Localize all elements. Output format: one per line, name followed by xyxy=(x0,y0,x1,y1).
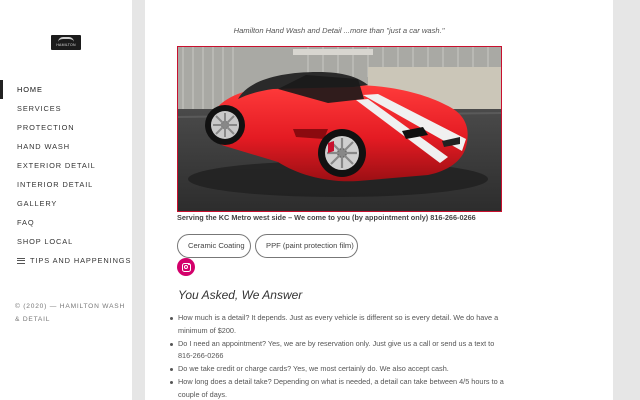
menu-lines-icon xyxy=(17,258,25,264)
nav-item-shop-local[interactable] xyxy=(0,232,132,251)
tagline: Hamilton Hand Wash and Detail ...more than "just a car wash." xyxy=(233,26,445,35)
nav-item-tips-and-happenings[interactable] xyxy=(0,251,132,270)
nav-label: FAQ xyxy=(17,218,35,227)
nav-label: PROTECTION xyxy=(17,123,75,132)
ceramic-coating-button[interactable]: Ceramic Coating xyxy=(177,234,251,258)
nav-label: HOME xyxy=(17,85,43,94)
service-area-note: Serving the KC Metro west side – We come to you (by appointment only) 816-266-0266 xyxy=(177,213,476,222)
nav-label: INTERIOR DETAIL xyxy=(17,180,94,189)
nav-label: SHOP LOCAL xyxy=(17,237,74,246)
nav-label: GALLERY xyxy=(17,199,58,208)
nav-item-home[interactable] xyxy=(0,80,132,99)
logo-text: HAMILTON xyxy=(56,43,76,47)
main-nav xyxy=(0,80,132,270)
nav-item-exterior-detail[interactable] xyxy=(0,156,132,175)
copyright-line-2: & DETAIL xyxy=(15,316,51,323)
copyright xyxy=(15,300,127,326)
nav-label: SERVICES xyxy=(17,104,62,113)
faq-item: Do I need an appointment? Yes, we are by reservation only. Just give us a call or send us a text to 816-266-0266 xyxy=(170,338,505,364)
faq-item: How long does a detail take? Depending on what is needed, a detail can take between 4/5 hours to a couple of days. xyxy=(170,376,505,400)
ppf-button[interactable]: PPF (paint protection film) xyxy=(255,234,358,258)
main-content xyxy=(145,0,613,400)
nav-label: TIPS AND HAPPENINGS xyxy=(30,256,132,265)
nav-item-interior-detail[interactable] xyxy=(0,175,132,194)
copyright-line-1: © (2020) — HAMILTON WASH xyxy=(15,303,126,310)
red-sports-car-photo xyxy=(177,46,502,212)
faq-item: How much is a detail? It depends. Just as every vehicle is different so is every detail. We do have a minimum of $200. xyxy=(170,312,505,338)
car-silhouette-icon xyxy=(58,37,74,42)
faq-list xyxy=(170,312,505,400)
nav-item-faq[interactable] xyxy=(0,213,132,232)
faq-item: Do we take credit or charge cards? Yes, we most certainly do. We also accept cash. xyxy=(170,363,505,376)
nav-item-protection[interactable] xyxy=(0,118,132,137)
nav-label: EXTERIOR DETAIL xyxy=(17,161,96,170)
instagram-icon[interactable] xyxy=(177,258,195,276)
nav-label: HAND WASH xyxy=(17,142,70,151)
nav-item-hand-wash[interactable] xyxy=(0,137,132,156)
faq-heading: You Asked, We Answer xyxy=(178,288,303,302)
site-logo[interactable] xyxy=(51,35,81,50)
car-photo-art xyxy=(178,47,502,212)
instagram-icon-dot xyxy=(188,264,189,265)
nav-item-gallery[interactable] xyxy=(0,194,132,213)
nav-item-services[interactable] xyxy=(0,99,132,118)
sidebar xyxy=(0,0,132,400)
